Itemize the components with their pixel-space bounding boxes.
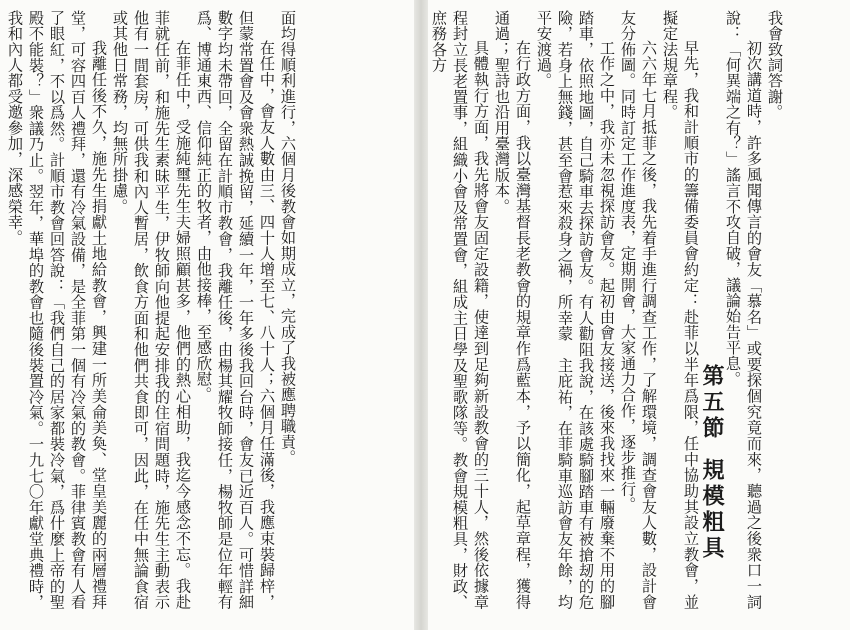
paragraph: 具體執行方面，我先將會友固定設籍，使達到足夠新設教會的三十人，然後依據章程封立長老置事，組織小會及常置會，組成主日學及聖歌隊等。教會規模粗具，財政、庶務各方	[430, 10, 490, 610]
paragraph: 早先，我和計順市的籌備委員會約定：赴菲以半年爲限，任中協助其設立教會，並擬定法規章程。	[661, 10, 700, 610]
left-page	[4, 10, 414, 610]
paragraph: 我離任後不久，施先生捐獻土地給教會，興建一所美侖美奐、堂皇美麗的兩層禮拜堂，可容四百人禮拜，還有冷氣設備，是全菲第一個有冷氣的教會。菲律賓教會有人看了眼紅，不以爲然。計順市教會回答說：「我們自己的居家都裝冷氣，爲什麼上帝的聖殿不能裝？」衆議乃止。翌年，華埠的教會也隨後裝置冷氣。一九七〇年獻堂典禮時，我和內人都受邀參加，深感榮幸。	[6, 10, 108, 610]
section-heading	[701, 10, 722, 610]
paragraph: 在任中，會友人數由三、四十人增至七、八十人；六個月任滿後，我應束裝歸梓，但蒙常置會及會衆熱誠挽留，延續一年，一年多後我回台時，會友已近百人。可惜詳細數字均未帶回，全留在計順市教會，我離任後，由楊其耀牧師接任，楊牧師是位年輕有爲、博通東西、信仰純正的牧者，由他接棒，至感欣慰。	[195, 10, 276, 610]
paragraph: 工作之中，我亦未忽視探訪會友。起初由會友接送，後來我找來一輛廢棄不用的腳踏車，依照地圖，自己騎車去探訪會友。有人勸阻我說，在該處騎腳踏車有被搶刼的危險，若身上無錢，甚至會惹來殺身之禍，所幸蒙 主庇祐，在菲騎車巡訪會友年餘，均平安渡過。	[535, 10, 616, 610]
left-page-text	[4, 10, 298, 610]
paragraph: 六六年七月抵菲之後，我先着手進行調查工作，了解環境，調查會友人數，設計會友分佈圖。同時訂定工作進度表，定期開會，大家通力合作，逐步推行。	[619, 10, 658, 610]
paragraph: 我會致詞答謝。	[766, 10, 784, 120]
paragraph: 在菲任中，受施純璽先生夫婦照顧甚多，他們的熱心相助，我迄今感念不忘。我赴菲就任前，和施先生素昧平生，伊牧師向他提起安排我的住宿問題時，施先生主動表示他有一間套房，可供我和內人暫居，飲食方面和他們共食即可，因此，在任中無論食宿或其他日常務，均無所掛慮。	[111, 10, 192, 610]
section-title: 規模粗具	[699, 458, 724, 562]
paragraph: 在行政方面，我以臺灣基督長老教會的規章作爲藍本，予以簡化，起草章程，獲得通過；聖詩也沿用臺灣版本。	[493, 10, 532, 610]
section-number: 第五節	[699, 364, 724, 442]
paragraph: 面均得順利進行，六個月後教會如期成立，完成了我被應聘職責。	[279, 10, 297, 466]
book-gutter	[414, 0, 428, 630]
paragraph: 初次講道時，許多風聞傳言的會友「慕名」或要探個究竟而來，聽過之後衆口一詞說：「何異端之有？」謠言不攻自破，議論始告平息。	[724, 10, 763, 610]
right-page	[428, 10, 844, 610]
right-page-text	[428, 10, 785, 610]
